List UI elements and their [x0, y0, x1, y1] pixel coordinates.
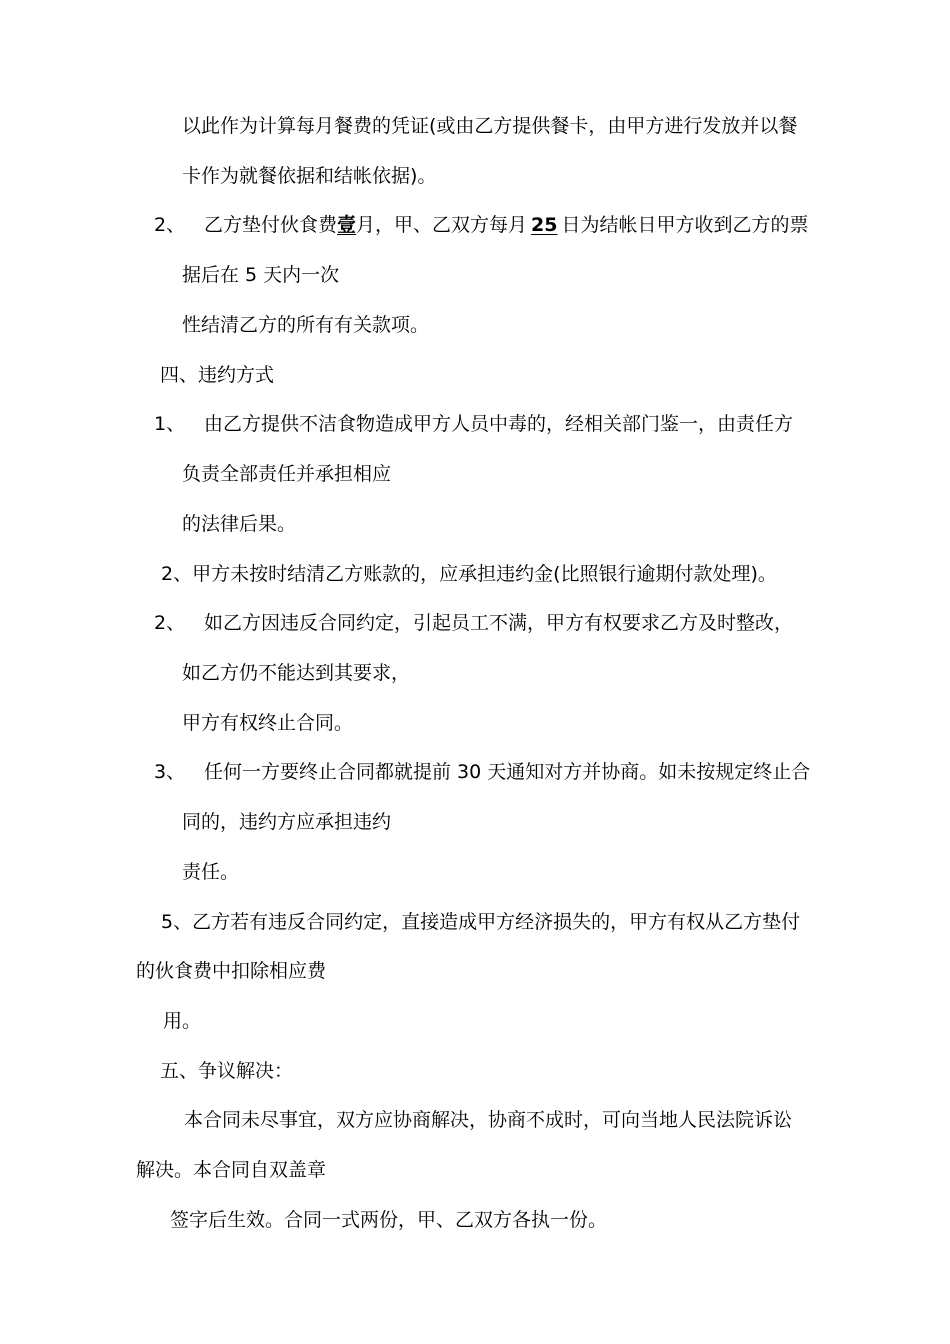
paragraph-line: 5、乙方若有违反合同约定，直接造成甲方经济损失的，甲方有权从乙方垫付: [161, 911, 801, 933]
paragraph-line: 负责全部责任并承担相应: [182, 463, 392, 485]
list-number: 3、: [154, 761, 186, 783]
text-span: 日为结帐日甲方收到乙方的票: [561, 214, 809, 236]
list-item-text: 任何一方要终止合同都就提前 30 天通知对方并协商。如未按规定终止合: [204, 761, 811, 783]
list-number: 2、: [154, 214, 186, 236]
paragraph-line: 签字后生效。合同一式两份，甲、乙双方各执一份。: [170, 1209, 608, 1231]
section-heading: 四、违约方式: [160, 364, 275, 386]
paragraph-line: 的法律后果。: [182, 513, 297, 535]
text-span: 乙方垫付伙食费: [204, 214, 338, 236]
list-number: 2、: [154, 612, 186, 634]
list-item-text: 如乙方因违反合同约定，引起员工不满，甲方有权要求乙方及时整改，: [204, 612, 794, 634]
paragraph-line: 甲方有权终止合同。: [182, 712, 354, 734]
list-number: 1、: [154, 413, 186, 435]
paragraph-line: 同的，违约方应承担违约: [182, 811, 392, 833]
paragraph-line: 责任。: [182, 861, 240, 883]
paragraph-line: 的伙食费中扣除相应费: [136, 960, 327, 982]
section-heading: 五、争议解决：: [160, 1060, 294, 1082]
paragraph-line: 以此作为计算每月餐费的凭证(或由乙方提供餐卡，由甲方进行发放并以餐: [182, 115, 798, 137]
list-item-text: [204, 213, 809, 237]
text-span: 月，甲、乙双方每月: [356, 214, 528, 236]
paragraph-line: 2、甲方未按时结清乙方账款的，应承担违约金(比照银行逾期付款处理)。: [161, 563, 777, 585]
paragraph-line: 卡作为就餐依据和结帐依据)。: [182, 165, 437, 187]
paragraph-line: 据后在 5 天内一次: [182, 264, 340, 286]
paragraph-line: 解决。本合同自双盖章: [136, 1159, 327, 1181]
underlined-value: 25: [531, 214, 558, 236]
paragraph-line: 如乙方仍不能达到其要求，: [182, 662, 411, 684]
paragraph-line: 性结清乙方的所有有关款项。: [182, 314, 430, 336]
underlined-value: 壹: [337, 214, 357, 236]
paragraph-line: 用。: [163, 1010, 202, 1032]
paragraph-line: 本合同未尽事宜，双方应协商解决，协商不成时，可向当地人民法院诉讼: [184, 1109, 793, 1131]
list-item-text: 由乙方提供不洁食物造成甲方人员中毒的，经相关部门鉴一，由责任方: [204, 413, 794, 435]
